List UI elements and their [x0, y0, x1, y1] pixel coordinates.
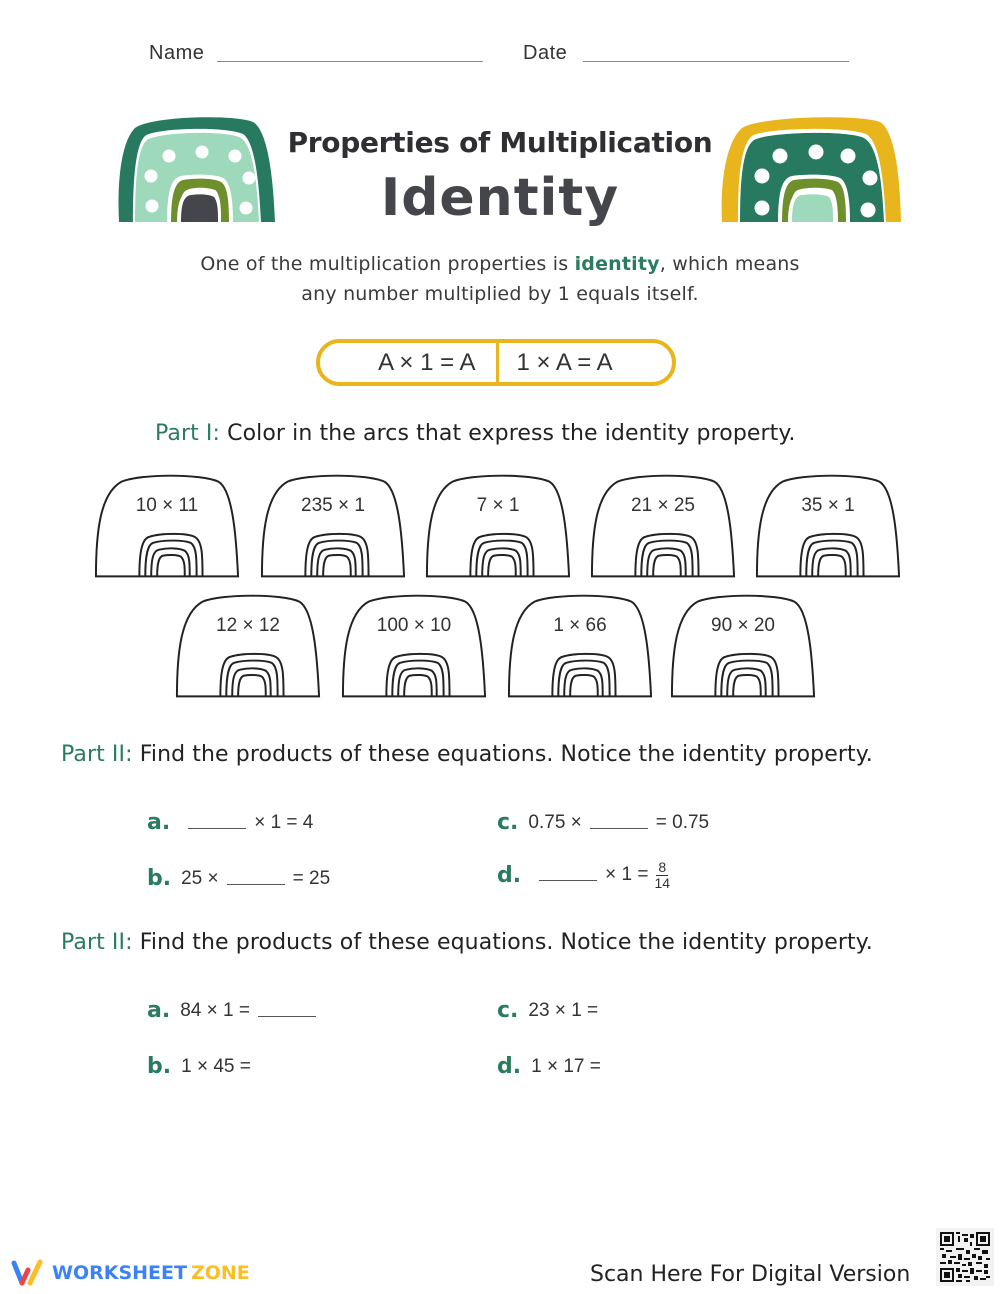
fraction [654, 860, 670, 890]
arc-outline-icon [505, 593, 655, 701]
arc-outline-icon [339, 593, 489, 701]
worksheet-subtitle: Properties of Multiplication [287, 126, 713, 159]
arc-outline-icon [753, 473, 903, 581]
question-letter: b. [147, 866, 172, 891]
answer-blank[interactable] [258, 1005, 316, 1017]
date-label: Date [523, 42, 568, 64]
arc-item[interactable] [173, 593, 323, 705]
part2-tag: Part II: [61, 742, 133, 767]
question-text: = 0.75 [655, 811, 710, 833]
part1-tag: Part I: [155, 421, 221, 446]
arc-outline-icon [588, 473, 738, 581]
arc-outline-icon [258, 473, 408, 581]
question-text: 25 × [181, 867, 219, 889]
question-3d [497, 1054, 601, 1079]
question-2a [147, 810, 313, 835]
question-text: × 1 = 4 [254, 811, 314, 833]
arc-item[interactable] [588, 473, 738, 585]
arc-outline-icon [668, 593, 818, 701]
arc-equation: 90 × 20 [711, 615, 775, 636]
part1-heading [155, 421, 795, 446]
question-letter: c. [497, 810, 519, 835]
question-3b [147, 1054, 251, 1079]
fraction-numerator: 8 [658, 859, 667, 875]
question-letter: a. [147, 998, 171, 1023]
arc-outline-icon [92, 473, 242, 581]
intro-highlight-identity: identity [574, 253, 660, 275]
formula-right: 1 × A = A [516, 348, 613, 376]
arc-equation: 21 × 25 [631, 495, 695, 516]
part1-instruction: Color in the arcs that express the identity property. [220, 421, 796, 446]
arc-outline-icon [423, 473, 573, 581]
formula-left: A × 1 = A [320, 343, 499, 382]
intro-line-1 [0, 253, 1000, 275]
answer-blank[interactable] [539, 869, 597, 881]
question-3c [497, 998, 598, 1023]
arc-equation: 1 × 66 [553, 615, 607, 636]
brand-logo[interactable] [10, 1258, 250, 1288]
question-2b [147, 866, 330, 891]
part2-heading [61, 742, 873, 767]
brand-name-part1: WORKSHEET [52, 1262, 187, 1284]
arc-equation: 7 × 1 [476, 495, 520, 516]
question-3a [147, 998, 324, 1023]
question-letter: b. [147, 1054, 172, 1079]
arc-item[interactable] [92, 473, 242, 585]
question-letter: d. [497, 1054, 522, 1079]
fraction-denominator: 14 [654, 874, 671, 891]
name-label: Name [149, 42, 205, 64]
question-letter: d. [497, 862, 522, 888]
question-letter: c. [497, 998, 519, 1023]
arc-item[interactable] [258, 473, 408, 585]
date-field[interactable] [583, 61, 849, 62]
question-text: 1 × 17 = [531, 1055, 601, 1077]
part3-heading [61, 930, 873, 955]
question-text: 1 × 45 = [181, 1055, 251, 1077]
arc-item[interactable] [753, 473, 903, 585]
scan-instruction: Scan Here For Digital Version [590, 1262, 911, 1287]
arc-item[interactable] [339, 593, 489, 705]
intro-text-before: One of the multiplication properties is [200, 253, 575, 275]
question-2d [497, 860, 670, 890]
question-2c [497, 810, 709, 835]
arc-equation: 35 × 1 [801, 495, 855, 516]
part3-instruction: Find the products of these equations. Notice the identity property. [132, 930, 873, 955]
worksheet-title: Identity [380, 168, 620, 228]
question-text: × 1 = [605, 864, 649, 886]
arc-equation: 100 × 10 [376, 615, 452, 636]
arc-outline-icon [173, 593, 323, 701]
part2-instruction: Find the products of these equations. Notice the identity property. [132, 742, 873, 767]
arc-equation: 10 × 11 [135, 495, 199, 516]
question-letter: a. [147, 810, 171, 835]
question-text: 84 × 1 = [180, 999, 250, 1021]
formula-box [316, 339, 676, 386]
answer-blank[interactable] [227, 873, 285, 885]
arc-item[interactable] [505, 593, 655, 705]
qr-code-icon[interactable] [936, 1228, 994, 1286]
intro-text-after: , which means [659, 253, 800, 275]
arc-equation: 235 × 1 [301, 495, 365, 516]
arc-equation: 12 × 12 [216, 615, 280, 636]
brand-name-part2: ZONE [190, 1262, 250, 1284]
answer-blank[interactable] [590, 817, 648, 829]
question-text: 0.75 × [528, 811, 582, 833]
worksheetzone-logo-icon [10, 1258, 46, 1288]
answer-blank[interactable] [188, 817, 246, 829]
intro-line-2: any number multiplied by 1 equals itself. [301, 283, 699, 305]
arc-item[interactable] [668, 593, 818, 705]
part3-tag: Part II: [61, 930, 133, 955]
arc-item[interactable] [423, 473, 573, 585]
question-text: 23 × 1 = [528, 999, 599, 1021]
question-text: = 25 [292, 867, 331, 889]
name-field[interactable] [217, 61, 483, 62]
